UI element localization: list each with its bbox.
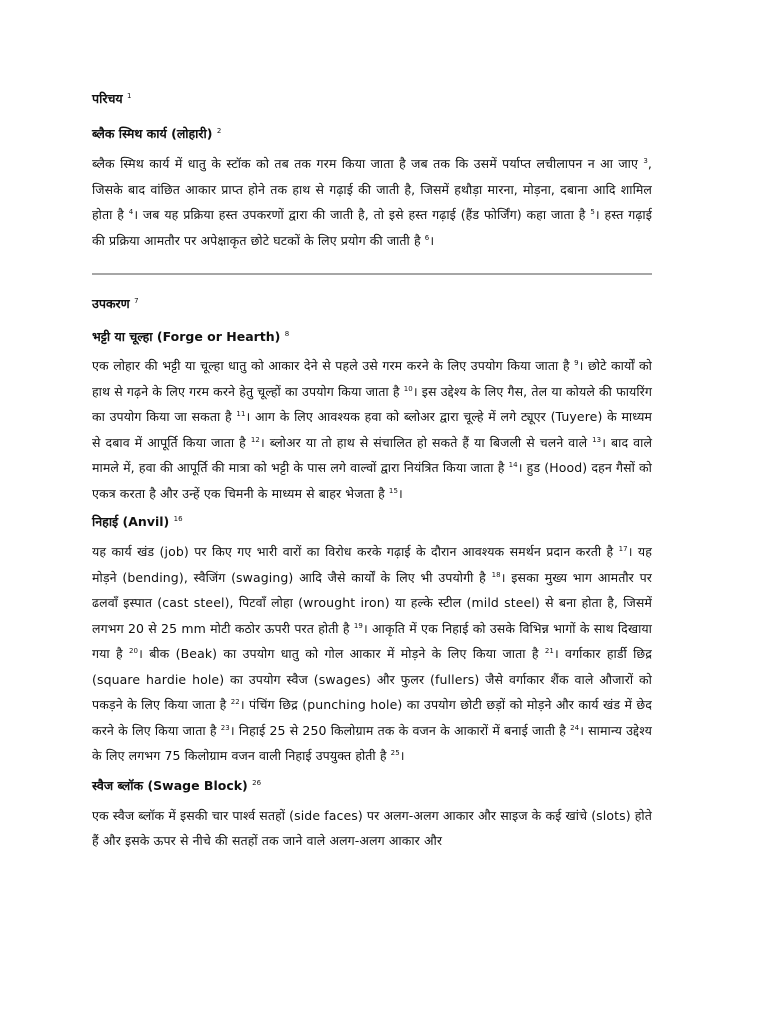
tools-heading-text: उपकरण xyxy=(92,296,130,311)
paragraph-text: । इसका मुख्य भाग आमतौर पर ढलवाँ इस्पात (cast steel), पिटवाँ लोहा (wrought iron) या हल्के स्टील (mild steel) से बना होता है, जिसमें लगभग 20 से 25 mm मोटी कठोर ऊपरी परत होती है xyxy=(92,569,653,636)
paragraph-text: । बीक (Beak) का उपयोग धातु को गोल आकार में मोड़ने के लिए किया जाता है xyxy=(138,646,545,661)
footnote-ref: 20 xyxy=(128,646,139,655)
paragraph-text: ब्लैक स्मिथ कार्य में धातु के स्टॉक को तब तक गरम किया जाता है जब तक कि उसमें पर्याप्त लचीलापन न आ जाए xyxy=(92,156,644,171)
paragraph-text: । जब यह प्रक्रिया हस्त उपकरणों द्वारा की जाती है, तो इसे हस्त गढ़ाई (हैंड फोर्जिंग) कहा जाता है xyxy=(133,207,591,222)
paragraph-text: । पंचिंग छिद्र (punching hole) का उपयोग छोटी छड़ों को मोड़ने और कार्य खंड में छेद करने के लिए किया जाता है xyxy=(92,697,653,738)
anvil-heading-text: निहाई (Anvil) xyxy=(92,514,170,529)
footnote-ref: 21 xyxy=(544,646,554,655)
intro-heading-text: परिचय xyxy=(92,91,123,106)
footnote-ref: 2 xyxy=(216,126,222,135)
paragraph-text: । xyxy=(429,232,435,248)
footnote-ref: 6 xyxy=(424,233,430,242)
paragraph-text: । हस्त गढ़ाई की प्रक्रिया आमतौर पर अपेक्षाकृत छोटे घटकों के लिए प्रयोग की जाती है xyxy=(92,207,652,248)
paragraph-text: , जिसके बाद वांछित आकार प्राप्त होने तक हाथ से गढ़ाई की जाती है, जिसमें हथौड़ा मारना, मोड़ना, दबाना आदि शामिल होता है xyxy=(92,156,652,222)
forge-paragraph xyxy=(92,353,652,506)
footnote-ref: 3 xyxy=(643,156,648,165)
anvil-heading xyxy=(92,513,652,531)
section-divider xyxy=(92,273,652,275)
paragraph-text: यह कार्य खंड (job) पर किए गए भारी वारों का विरोध करके गढ़ाई के दौरान आवश्यक समर्थन प्रदान करती है xyxy=(92,544,619,559)
swage-heading xyxy=(92,777,652,795)
footnote-ref: 9 xyxy=(574,358,579,367)
paragraph-text: एक लोहार की भट्टी या चूल्हा धातु को आकार देने से पहले उसे गरम करने के लिए उपयोग किया जाता है xyxy=(92,358,575,373)
paragraph-text: एक स्वैज ब्लॉक में इसकी चार पार्श्व सतहों (side faces) पर अलग-अलग आकार और साइज के कई खांचे (slots) होते हैं और इसके ऊपर से नीचे की सतहों तक जाने वाले अलग-अलग आकार और xyxy=(92,807,652,848)
footnote-ref: 22 xyxy=(230,697,240,706)
document-page xyxy=(92,84,652,854)
footnote-ref: 16 xyxy=(173,514,183,523)
footnote-ref: 12 xyxy=(250,435,260,444)
footnote-ref: 19 xyxy=(353,621,363,630)
footnote-ref: 17 xyxy=(618,544,628,553)
footnote-ref: 7 xyxy=(134,296,139,305)
footnote-ref: 25 xyxy=(390,748,400,757)
paragraph-text: । बाद वाले मामले में, हवा की आपूर्ति की मात्रा को भट्टी के पास लगे वाल्वों द्वारा नियंत्रित किया जाता है xyxy=(92,434,653,475)
anvil-paragraph xyxy=(92,539,652,769)
footnote-ref: 15 xyxy=(388,486,399,495)
paragraph-text: । निहाई 25 से 250 किलोग्राम तक के वजन के आकारों में बनाई जाती है xyxy=(229,722,571,738)
footnote-ref: 14 xyxy=(508,460,518,469)
paragraph-text: । सामान्य उद्देश्य के लिए लगभग 75 किलोग्राम वजन वाली निहाई उपयुक्त होती है xyxy=(92,722,652,763)
footnote-ref: 1 xyxy=(127,91,132,100)
paragraph-text: । वर्गाकार हार्डी छिद्र (square hardie hole) का उपयोग स्वैज (swages) और फुलर (fullers) जैसे वर्गाकार शैंक वाले औजारों को पकड़ने के लिए किया जाता है xyxy=(92,646,652,712)
footnote-ref: 26 xyxy=(252,778,262,787)
footnote-ref: 13 xyxy=(592,435,602,444)
paragraph-text: । इस उद्देश्य के लिए गैस, तेल या कोयले की फायरिंग का उपयोग किया जा सकता है xyxy=(92,383,652,424)
footnote-ref: 8 xyxy=(284,329,290,338)
forge-heading xyxy=(92,328,652,346)
swage-paragraph xyxy=(92,803,652,854)
paragraph-text: । यह मोड़ने (bending), स्वैजिंग (swaging) आदि जैसे कार्यों के लिए भी उपयोगी है xyxy=(92,544,652,585)
footnote-ref: 24 xyxy=(570,723,580,732)
footnote-ref: 4 xyxy=(128,207,134,216)
footnote-ref: 23 xyxy=(220,723,230,732)
footnote-ref: 10 xyxy=(403,384,413,393)
footnote-ref: 11 xyxy=(236,409,246,418)
paragraph-text: । आग के लिए आवश्यक हवा को ब्लोअर द्वारा चूल्हे में लगे ट्यूएर (Tuyere) के माध्यम से दबाव में आपूर्ति किया जाता है xyxy=(92,409,652,450)
forge-heading-text: भट्टी या चूल्हा (Forge or Hearth) xyxy=(92,329,281,344)
paragraph-text: । xyxy=(399,748,405,763)
paragraph-text: । xyxy=(398,485,403,501)
blacksmith-heading xyxy=(92,125,652,143)
blacksmith-heading-text: ब्लैक स्मिथ कार्य (लोहारी) xyxy=(92,126,213,141)
paragraph-text: । हुड (Hood) दहन गैसों को एकत्र करता है और उन्हें एक चिमनी के माध्यम से बाहर भेजता है xyxy=(92,460,652,501)
footnote-ref: 5 xyxy=(590,207,595,216)
footnote-ref: 18 xyxy=(491,570,501,579)
swage-heading-text: स्वैज ब्लॉक (Swage Block) xyxy=(92,777,248,793)
paragraph-text: । छोटे कार्यों को हाथ से गढ़ने के लिए गरम करने हेतु चूल्हों का उपयोग किया जाता है xyxy=(92,358,652,399)
tools-heading xyxy=(92,295,652,313)
paragraph-text: । आकृति में एक निहाई को उसके विभिन्न भागों के साथ दिखाया गया है xyxy=(92,620,652,661)
paragraph-text: । ब्लोअर या तो हाथ से संचालित हो सकते हैं या बिजली से चलने वाले xyxy=(259,434,593,450)
intro-heading xyxy=(92,90,652,108)
intro-paragraph xyxy=(92,151,652,253)
